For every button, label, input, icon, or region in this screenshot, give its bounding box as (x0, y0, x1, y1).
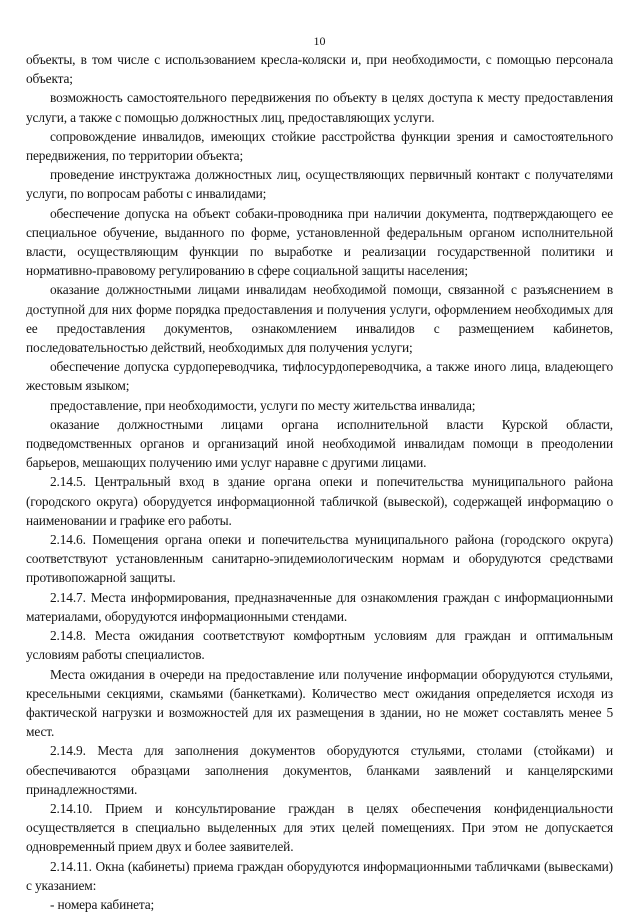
clause-2-14-5: 2.14.5. Центральный вход в здание органа опеки и попечительства муниципального района (городского округа) оборудуется информационной табличкой (вывеской), содержащей информацию о наименовании и графике его работы. (26, 474, 613, 528)
list-item-room-number: - номера кабинета; (50, 896, 155, 912)
paragraph-home-service: предоставление, при необходимости, услуги по месту жительства инвалида; (50, 397, 476, 413)
paragraph-waiting-places: Места ожидания в очереди на предоставление или получение информации оборудуются стульями, кресельными секциями, скамьями (банкетками). Количество мест ожидания определяется исходя из фактической нагрузки и возможностей для их размещения в здании, но не может составлять менее 5 мест. (26, 666, 613, 740)
paragraph-independent-movement: возможность самостоятельного передвижения по объекту в целях доступа к месту предоставления услуги, а также с помощью должностных лиц, предоставляющих услуги. (26, 90, 613, 125)
paragraph-guide-dog: обеспечение допуска на объект собаки-проводника при наличии документа, подтверждающего ее специальное обучение, выданного по форме, установленной федеральным органом исполнительной власти, осуществляющим функции по выработке и реализации государственной политики и нормативно-правовому регулированию в сфере социальной защиты населения; (26, 205, 613, 279)
clause-2-14-11: 2.14.11. Окна (кабинеты) приема граждан оборудуются информационными табличками (вывесками) с указанием: (26, 858, 613, 893)
clause-2-14-6: 2.14.6. Помещения органа опеки и попечительства муниципального района (городского округа) соответствуют установленным санитарно-эпидемиологическим нормам и оборудуются средствами противопожарной защиты. (26, 532, 613, 586)
paragraph-continuation: объекты, в том числе с использованием кресла-коляски и, при необходимости, с помощью персонала объекта; (26, 52, 613, 87)
paragraph-escort: сопровождение инвалидов, имеющих стойкие расстройства функции зрения и самостоятельного передвижения, по территории объекта; (26, 128, 613, 164)
clause-2-14-9: 2.14.9. Места для заполнения документов оборудуются стульями, столами (стойками) и обеспечиваются образцами заполнения документов, бланками заявлений и канцелярскими принадлежностями. (26, 743, 613, 797)
paragraph-sign-interpreter: обеспечение допуска сурдопереводчика, тифлосурдопереводчика, а также иного лица, владеющего жестовым языком; (26, 359, 613, 394)
paragraph-regional-assistance: оказание должностными лицами органа исполнительной власти Курской области, подведомственных органов и организаций иной необходимой инвалидам помощи в преодолении барьеров, мешающих получению ими услуг наравне с другими лицами. (26, 416, 613, 471)
document-body (26, 50, 613, 914)
clause-2-14-10: 2.14.10. Прием и консультирование граждан в целях обеспечения конфиденциальности осуществляется в специально выделенных для этих целей помещениях. При этом не допускается одновременный прием двух и более заявителей. (26, 800, 613, 855)
clause-2-14-7: 2.14.7. Места информирования, предназначенные для ознакомления граждан с информационными материалами, оборудуются информационными стендами. (26, 589, 613, 624)
page-number: 10 (313, 34, 326, 48)
clause-2-14-8: 2.14.8. Места ожидания соответствуют комфортным условиям для граждан и оптимальным условиям работы специалистов. (26, 628, 613, 663)
paragraph-officials-assistance: оказание должностными лицами инвалидам необходимой помощи, связанной с разъяснением в доступной для них форме порядка предоставления и получения услуги, оформлением необходимых для ее предоставления документов, ознакомлением инвалидов с размещением кабинетов, последовательностью действий, необходимых для получения услуги; (26, 282, 613, 356)
paragraph-staff-briefing: проведение инструктажа должностных лиц, осуществляющих первичный контакт с получателями услуги, по вопросам работы с инвалидами; (26, 167, 613, 202)
